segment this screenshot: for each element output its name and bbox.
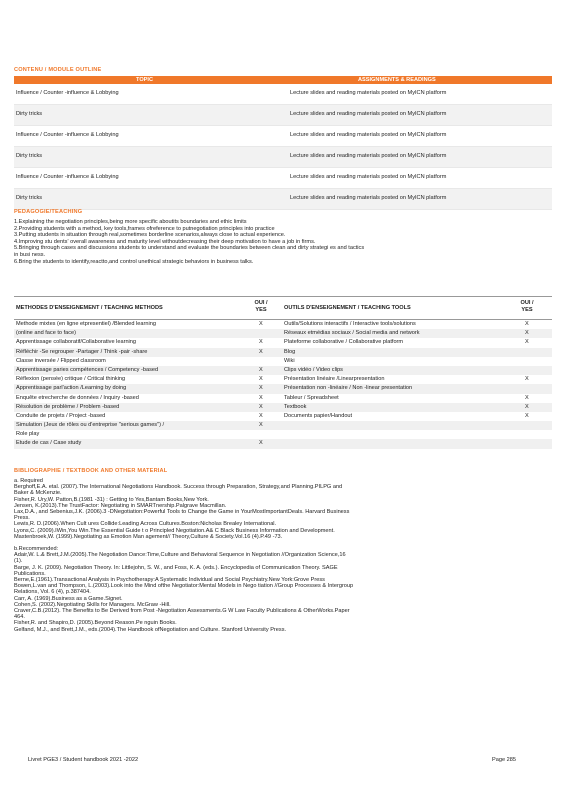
tool-check: X [525, 412, 529, 419]
pedagogy-line: 5.Bringing through cases and discussions students to understand and evaluate the boundaries between clean and dirty strategi es and tactics [14, 245, 365, 252]
recommended-reference: Fisher,R. and Shapiro,D. (2005).Beyond Reason.Pe nguin Books. [14, 620, 177, 627]
outline-topic: Dirty tricks [16, 195, 43, 201]
outline-row [14, 147, 552, 168]
recommended-reference: (1). [14, 558, 23, 565]
recommended-reference: Barge, J. K. (2009). Negotiation Theory. In: Littlejohn, S. W., and Foss, K. A. (eds.). Encyclopedia of Communication Theory. SAGE [14, 564, 338, 571]
outline-assignment: Lecture slides and reading materials posted on MyICN platform [290, 111, 447, 117]
outline-row [14, 105, 552, 126]
footer-page-number: Page 285 [492, 757, 516, 763]
methods-row [14, 357, 552, 366]
outline-row [14, 84, 552, 105]
method-check: X [259, 321, 263, 327]
method-check: X [259, 348, 263, 355]
required-reference: Fisher,R. Ury,W. Patton,B.(1981 -31) : Getting to Yes,Bantam Books,New York. [14, 496, 209, 503]
required-reference: Lyons,C. (2009).IWin,You Win.The Essential Guide t o Principled Negotiation.A& C Black Business Information and Development. [14, 527, 335, 534]
method-label: Réflexion (pensée) critique / Critical thinking [16, 376, 126, 383]
method-check: X [259, 422, 263, 429]
outline-assignment: Lecture slides and reading materials posted on MyICN platform [290, 174, 447, 180]
footer-handbook: Livret PGE3 / Student handbook 2021 -2022 [28, 757, 139, 763]
recommended-reference: Relations, Vol. 6 (4), p.387404. [14, 589, 91, 596]
method-check: X [259, 339, 263, 346]
method-label: Etude de cas / Case study [16, 440, 82, 447]
method-label: Methode mixtes (en ligne etpresentiel) /Blended learning [16, 321, 156, 327]
method-label: Enquête etrecherche de données / Inquiry -based [16, 394, 139, 401]
required-reference: Berghoff,E.A. etal. (2007).The International Negotiations Handbook. Success through Preparation, Strategy,and Planning.PILPG and [14, 484, 343, 491]
recommended-reference: Bowen,L.van and Thompson, L.(2003).Look into the Mind ofthe Negotiator:Mental Models in Nego tiation //Group Processes & Intergroup [14, 583, 354, 590]
required-reference: Lax,D.A., and Sebenius,J.K. (2006).3 -DNegotiation:Powerful Tools to Change the Game in YourMostImportantDeals. Harvard Business [14, 509, 350, 516]
required-reference: Baker & McKenzie. [14, 490, 62, 497]
outline-topic: Influence / Counter -influence & Lobbying [16, 132, 119, 138]
methods-row [14, 439, 552, 448]
method-check: X [259, 385, 263, 392]
method-check: X [259, 366, 263, 373]
method-label: Conduite de projets / Project -based [16, 412, 106, 419]
methods-row [14, 384, 552, 393]
tool-check: X [525, 403, 529, 410]
tool-label: Documents papier/Handout [284, 412, 353, 419]
outline-table [14, 76, 552, 210]
outline-title: CONTENU / MODULE OUTLINE [14, 67, 102, 73]
methods-row [14, 320, 552, 329]
outline-col-topic: TOPIC [136, 77, 153, 83]
required-reference: Lewis,R. D.(2006).When Cult ures Collide:Leading Across Cultures.Boston:Nicholas Brealey International. [14, 521, 277, 528]
tool-check: X [525, 376, 529, 383]
tool-check: X [525, 394, 529, 401]
method-label: Résolution de problème / Problem -based [16, 403, 120, 410]
tool-label: Blog [284, 348, 296, 355]
methods-row [14, 403, 552, 412]
tool-label: Présentation non -linéaire / Non -linear presentation [284, 385, 413, 392]
required-reference: Jensen, K.(2013).The TrustFactor: Negotiating in SMARTnership.Palgrave Macmillan. [14, 502, 227, 509]
outline-topic: Dirty tricks [16, 111, 43, 117]
recommended-reference: Berne,E.(1961).Transactional Analysis in Psychotherapy:A Systematic Individual and Social Psychiatry.New York:Grove Press [14, 577, 325, 584]
pedagogy-list [14, 219, 552, 265]
bibliography-title: BIBLIOGRAPHIE / TEXTBOOK AND OTHER MATERIAL [14, 468, 168, 474]
methods-row [14, 329, 552, 338]
method-check: X [259, 412, 263, 419]
tool-check: X [525, 330, 529, 337]
outline-topic: Dirty tricks [16, 153, 43, 159]
tool-check: X [525, 339, 529, 346]
tool-label: Textbook [284, 403, 307, 410]
tool-label: Wiki [284, 357, 295, 364]
methods-row [14, 412, 552, 421]
methods-head-left: METHODES D'ENSEIGNEMENT / TEACHING METHODS [16, 305, 163, 311]
method-label: Réfléchir -Se regrouper -Partager / Think -pair -share [16, 348, 148, 355]
outline-assignment: Lecture slides and reading materials posted on MyICN platform [290, 153, 447, 159]
recommended-reference: Cohen,S. (2002).Negotiating Skills for Managers. McGraw -Hill. [14, 601, 171, 608]
recommended-reference: Carr, A. (1969).Business as a Game.Signet. [14, 595, 123, 602]
pedagogy-line: 4.Improving stu dents' overall awareness and maturity level withoutdecreasing their deep motivation to have a job in firms. [14, 238, 316, 245]
methods-head-yes-right: OUI / YES [520, 300, 534, 313]
bibliography [14, 478, 552, 633]
outline-assignment: Lecture slides and reading materials posted on MyICN platform [290, 195, 447, 201]
pedagogy-line: 1.Explaining the negotiation principles,being more specific aboutits boundaries and ethic limits [14, 219, 247, 225]
required-title: a. Required [14, 478, 43, 484]
method-label: Role play [16, 431, 40, 438]
tool-label: Tableur / Spreadsheet [284, 394, 339, 401]
methods-row [14, 430, 552, 439]
recommended-reference: Adair,W. L.& Brett,J.M.(2005).The Negotiation Dance:Time,Culture and Behavioral Sequence in Negotiation //Organization Science,16 [14, 552, 346, 559]
pedagogy-line: 2.Providing students with a method, key tools,frames ofreference to putnegotiation principles into practice [14, 225, 275, 232]
outline-row [14, 168, 552, 189]
method-check: X [259, 440, 263, 447]
methods-row [14, 366, 552, 375]
method-check: X [259, 376, 263, 383]
pedagogy-line: 3.Putting students in situation through real,sometimes borderline scenarios,always close to actual experience. [14, 232, 286, 239]
method-label: Apprentissage collaboratif/Collaborative learning [16, 339, 137, 346]
required-reference: Mastenbroek,W. (1999).Negotiating as Emotion Man agement// Theory,Culture & Society.Vol.16 (4).P.49 -73. [14, 533, 283, 540]
outline-row [14, 126, 552, 147]
outline-header [14, 76, 552, 84]
tool-label: Outils/Solutions interactifs / Interactive tools/solutions [284, 321, 416, 327]
methods-head-right: OUTILS D'ENSEIGNEMENT / TEACHING TOOLS [284, 305, 411, 311]
required-reference: Press. [14, 515, 30, 522]
tool-label: Présentation linéaire /Linearpresentation [284, 376, 385, 383]
recommended-reference: Gelfand, M.J., and Brett,J.M., eds.(2004).The Handbook ofNegotiation and Culture. Stanford University Press. [14, 626, 287, 633]
method-label: (online and face to face) [16, 330, 77, 337]
outline-col-assignments: ASSIGNMENTS & READINGS [358, 77, 436, 83]
outline-row [14, 189, 552, 210]
method-label: Classe inversée / Flipped classroom [16, 357, 106, 364]
recommended-reference: Craver,C.B.(2012). The Benefits to Be Derived from Post -Negotiation Assessments.G W Law Faculty Publications & OtherWorks.Paper [14, 608, 350, 615]
pedagogy-line: in busi ness. [14, 251, 46, 258]
method-label: Apprentissage paries compétences / Competency -based [16, 366, 159, 373]
recommended-title: b.Recommended: [14, 546, 59, 553]
method-label: Simulation (Jeux de rôles ou d'entreprise "serious games") / [16, 422, 165, 429]
outline-topic: Influence / Counter -influence & Lobbying [16, 90, 119, 96]
methods-header [14, 296, 552, 320]
recommended-reference: Publications. [14, 570, 46, 577]
tool-label: Réseaux etmédias sociaux / Social media and network [284, 330, 420, 337]
tool-check: X [525, 321, 529, 327]
outline-topic: Influence / Counter -influence & Lobbying [16, 174, 119, 180]
recommended-reference: 464. [14, 614, 25, 621]
outline-assignment: Lecture slides and reading materials posted on MyICN platform [290, 90, 447, 96]
outline-assignment: Lecture slides and reading materials posted on MyICN platform [290, 132, 447, 138]
tool-label: Plateforme collaborative / Collaborative platform [284, 339, 404, 346]
method-check: X [259, 394, 263, 401]
methods-head-yes-left: OUI / YES [254, 300, 268, 313]
document-page [14, 0, 552, 800]
pedagogy-title: PEDAGOGIE/TEACHING [14, 209, 83, 215]
methods-row [14, 394, 552, 403]
pedagogy-line: 6.Bring the students to identify,reactto,and control unethical strategic behaviors in business talks. [14, 258, 254, 265]
methods-row [14, 375, 552, 384]
methods-row [14, 348, 552, 357]
methods-table [14, 296, 552, 449]
method-label: Apprentissage parl'action /Learning by doing [16, 385, 127, 392]
tool-label: Clips vidéo / Video clips [284, 366, 343, 373]
methods-row [14, 421, 552, 430]
method-check: X [259, 403, 263, 410]
methods-row [14, 338, 552, 347]
